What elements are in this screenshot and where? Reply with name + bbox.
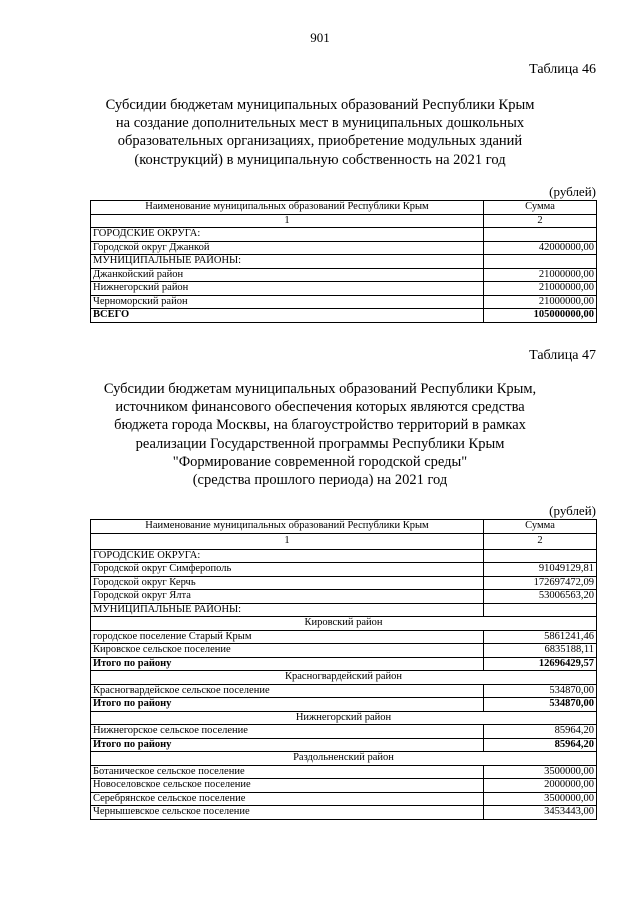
row-name: Итого по району [91, 738, 484, 752]
table-row [91, 725, 597, 739]
column-number-row [91, 533, 597, 549]
row-sum: 12696429,57 [484, 657, 597, 671]
row-name: ГОРОДСКИЕ ОКРУГА: [91, 549, 484, 563]
table-46 [90, 200, 597, 323]
row-name: Городской округ Симферополь [91, 563, 484, 577]
table-row [91, 268, 597, 282]
page-number: 901 [310, 30, 330, 45]
table-47-label: Таблица 47 [529, 348, 596, 363]
district-section-row [91, 752, 597, 766]
table-row [91, 590, 597, 604]
row-sum [484, 549, 597, 563]
row-name: Новоселовское сельское поселение [91, 779, 484, 793]
column-number: 2 [484, 214, 597, 228]
district-section-row [91, 671, 597, 685]
row-name: Городской округ Джанкой [91, 241, 484, 255]
column-number: 2 [484, 533, 597, 549]
title-line: образовательных организациях, приобретение модульных зданий [117, 133, 523, 150]
table-row [91, 282, 597, 296]
row-sum: 85964,20 [484, 738, 597, 752]
header-row [91, 201, 597, 215]
row-name: Нижнегорское сельское поселение [91, 725, 484, 739]
table-row [91, 603, 597, 617]
title-line: Субсидии бюджетам муниципальных образований Республики Крым, [103, 381, 537, 397]
district-section-title: Раздольненский район [91, 752, 597, 766]
row-name: Кировское сельское поселение [91, 644, 484, 658]
table-row [91, 644, 597, 658]
total-row [91, 698, 597, 712]
row-sum: 3500000,00 [484, 792, 597, 806]
column-number: 1 [91, 533, 484, 549]
row-sum: 91049129,81 [484, 563, 597, 577]
row-sum [484, 603, 597, 617]
row-name: Ботаническое сельское поселение [91, 765, 484, 779]
row-name: ГОРОДСКИЕ ОКРУГА: [91, 228, 484, 242]
table-47 [90, 519, 597, 820]
row-sum [484, 228, 597, 242]
total-row [91, 657, 597, 671]
row-name: Городской округ Керчь [91, 576, 484, 590]
district-section-title: Красногвардейский район [91, 671, 597, 685]
title-line: на создание дополнительных мест в муниципальных дошкольных [115, 115, 525, 132]
title-line: (средства прошлого периода) на 2021 год [192, 472, 448, 489]
column-header-sum: Сумма [484, 201, 597, 215]
row-name: Серебрянское сельское поселение [91, 792, 484, 806]
header-row [91, 520, 597, 534]
title-line: бюджета города Москвы, на благоустройство территорий в рамках [114, 417, 526, 434]
title-line: источником финансового обеспечения которых являются средства [115, 399, 525, 416]
table-row [91, 779, 597, 793]
row-sum: 21000000,00 [484, 295, 597, 309]
row-sum: 534870,00 [484, 684, 597, 698]
row-sum: 6835188,11 [484, 644, 597, 658]
row-name: Джанкойский район [91, 268, 484, 282]
row-sum: 21000000,00 [484, 282, 597, 296]
table-row [91, 563, 597, 577]
district-section-title: Нижнегорский район [91, 711, 597, 725]
table-row [91, 549, 597, 563]
column-header-sum: Сумма [484, 520, 597, 534]
row-sum: 5861241,46 [484, 630, 597, 644]
table-row [91, 576, 597, 590]
row-sum: 21000000,00 [484, 268, 597, 282]
total-row [91, 738, 597, 752]
total-row [91, 309, 597, 323]
table-47-units: (рублей) [549, 503, 596, 518]
table-row [91, 295, 597, 309]
row-name: Городской округ Ялта [91, 590, 484, 604]
district-section-title: Кировский район [91, 617, 597, 631]
column-header-name: Наименование муниципальных образований Республики Крым [91, 201, 484, 215]
row-name: Нижнегорский район [91, 282, 484, 296]
table-row [91, 241, 597, 255]
row-sum: 42000000,00 [484, 241, 597, 255]
title-line: реализации Государственной программы Республики Крым [135, 435, 505, 452]
table-row [91, 684, 597, 698]
title-line: (конструкций) в муниципальную собственность на 2021 год [134, 151, 506, 168]
row-name: городское поселение Старый Крым [91, 630, 484, 644]
row-name: МУНИЦИПАЛЬНЫЕ РАЙОНЫ: [91, 255, 484, 269]
table-46-label: Таблица 46 [529, 62, 596, 77]
table-46-title [70, 96, 570, 169]
table-46-units: (рублей) [549, 184, 596, 199]
row-sum: 85964,20 [484, 725, 597, 739]
district-section-row [91, 711, 597, 725]
row-sum: 105000000,00 [484, 309, 597, 323]
row-name: Итого по району [91, 657, 484, 671]
row-name: Чернышевское сельское поселение [91, 806, 484, 820]
row-sum: 53006563,20 [484, 590, 597, 604]
table-row [91, 630, 597, 644]
row-name: Красногвардейское сельское поселение [91, 684, 484, 698]
row-sum: 172697472,09 [484, 576, 597, 590]
table-47-title [70, 380, 570, 489]
column-number: 1 [91, 214, 484, 228]
district-section-row [91, 617, 597, 631]
table-row [91, 792, 597, 806]
column-number-row [91, 214, 597, 228]
row-sum: 2000000,00 [484, 779, 597, 793]
row-name: ВСЕГО [91, 309, 484, 323]
table-row [91, 765, 597, 779]
table-row [91, 806, 597, 820]
table-row [91, 255, 597, 269]
table-row [91, 228, 597, 242]
row-name: Черноморский район [91, 295, 484, 309]
row-sum: 3500000,00 [484, 765, 597, 779]
row-name: МУНИЦИПАЛЬНЫЕ РАЙОНЫ: [91, 603, 484, 617]
row-sum: 534870,00 [484, 698, 597, 712]
column-header-name: Наименование муниципальных образований Республики Крым [91, 520, 484, 534]
row-name: Итого по району [91, 698, 484, 712]
title-line: "Формирование современной городской среды" [172, 453, 468, 470]
row-sum: 3453443,00 [484, 806, 597, 820]
row-sum [484, 255, 597, 269]
title-line: Субсидии бюджетам муниципальных образований Республики Крым [105, 97, 535, 113]
